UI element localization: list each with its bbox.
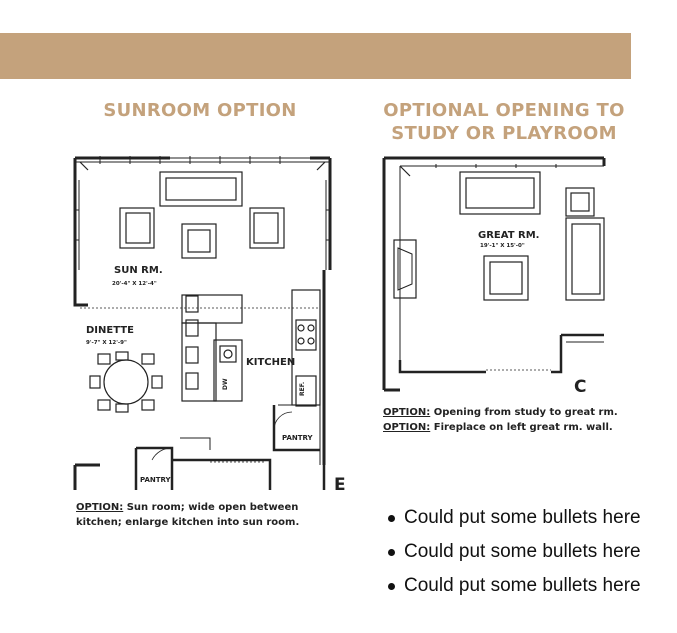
sunroom-caption-line2: kitchen; enlarge kitchen into sun room. xyxy=(76,517,300,528)
dinette-dims: 9'-7" X 12'-9" xyxy=(86,340,127,346)
elevation-e-label: E xyxy=(334,475,346,495)
great-room-caption-line2 xyxy=(383,420,633,435)
optional-opening-heading-line1: OPTIONAL OPENING TO xyxy=(383,100,625,121)
sun-room-label: SUN RM. xyxy=(114,265,163,276)
header-band xyxy=(0,33,631,79)
dishwasher-label: DW xyxy=(222,378,229,390)
great-room-floor-plan xyxy=(376,150,622,402)
ref-label: REF. xyxy=(299,381,306,396)
bullet-item: Could put some bullets here xyxy=(386,573,641,607)
sunroom-floor-plan xyxy=(60,150,360,495)
optional-opening-heading-line2: STUDY OR PLAYROOM xyxy=(391,123,617,144)
bullet-item: Could put some bullets here xyxy=(386,539,641,573)
great-room-dims: 19'-1" X 15'-0" xyxy=(480,243,525,249)
great-room-caption-line1 xyxy=(383,405,633,420)
sunroom-caption-line1 xyxy=(76,500,346,515)
option1-text: Opening from study to great rm. xyxy=(430,407,618,418)
option-label: OPTION: xyxy=(76,502,124,513)
bullet-list xyxy=(386,505,641,607)
sunroom-caption-text: Sun room; wide open between xyxy=(123,502,299,513)
pantry-right-label: PANTRY xyxy=(282,434,313,442)
elevation-c-label: C xyxy=(574,377,587,397)
bullet-item: Could put some bullets here xyxy=(386,505,641,539)
great-room-label: GREAT RM. xyxy=(478,230,540,241)
optional-opening-heading xyxy=(372,99,636,145)
sunroom-heading: SUNROOM OPTION xyxy=(103,100,297,121)
great-room-caption xyxy=(383,405,633,435)
pantry-bottom-label: PANTRY xyxy=(140,476,171,484)
sunroom-caption xyxy=(76,500,346,530)
option2-text: Fireplace on left great rm. wall. xyxy=(430,422,613,433)
kitchen-label: KITCHEN xyxy=(246,357,296,368)
sun-room-dims: 20'-4" X 12'-4" xyxy=(112,281,157,287)
option-label: OPTION: xyxy=(383,407,431,418)
option-label: OPTION: xyxy=(383,422,431,433)
dinette-label: DINETTE xyxy=(86,325,134,336)
